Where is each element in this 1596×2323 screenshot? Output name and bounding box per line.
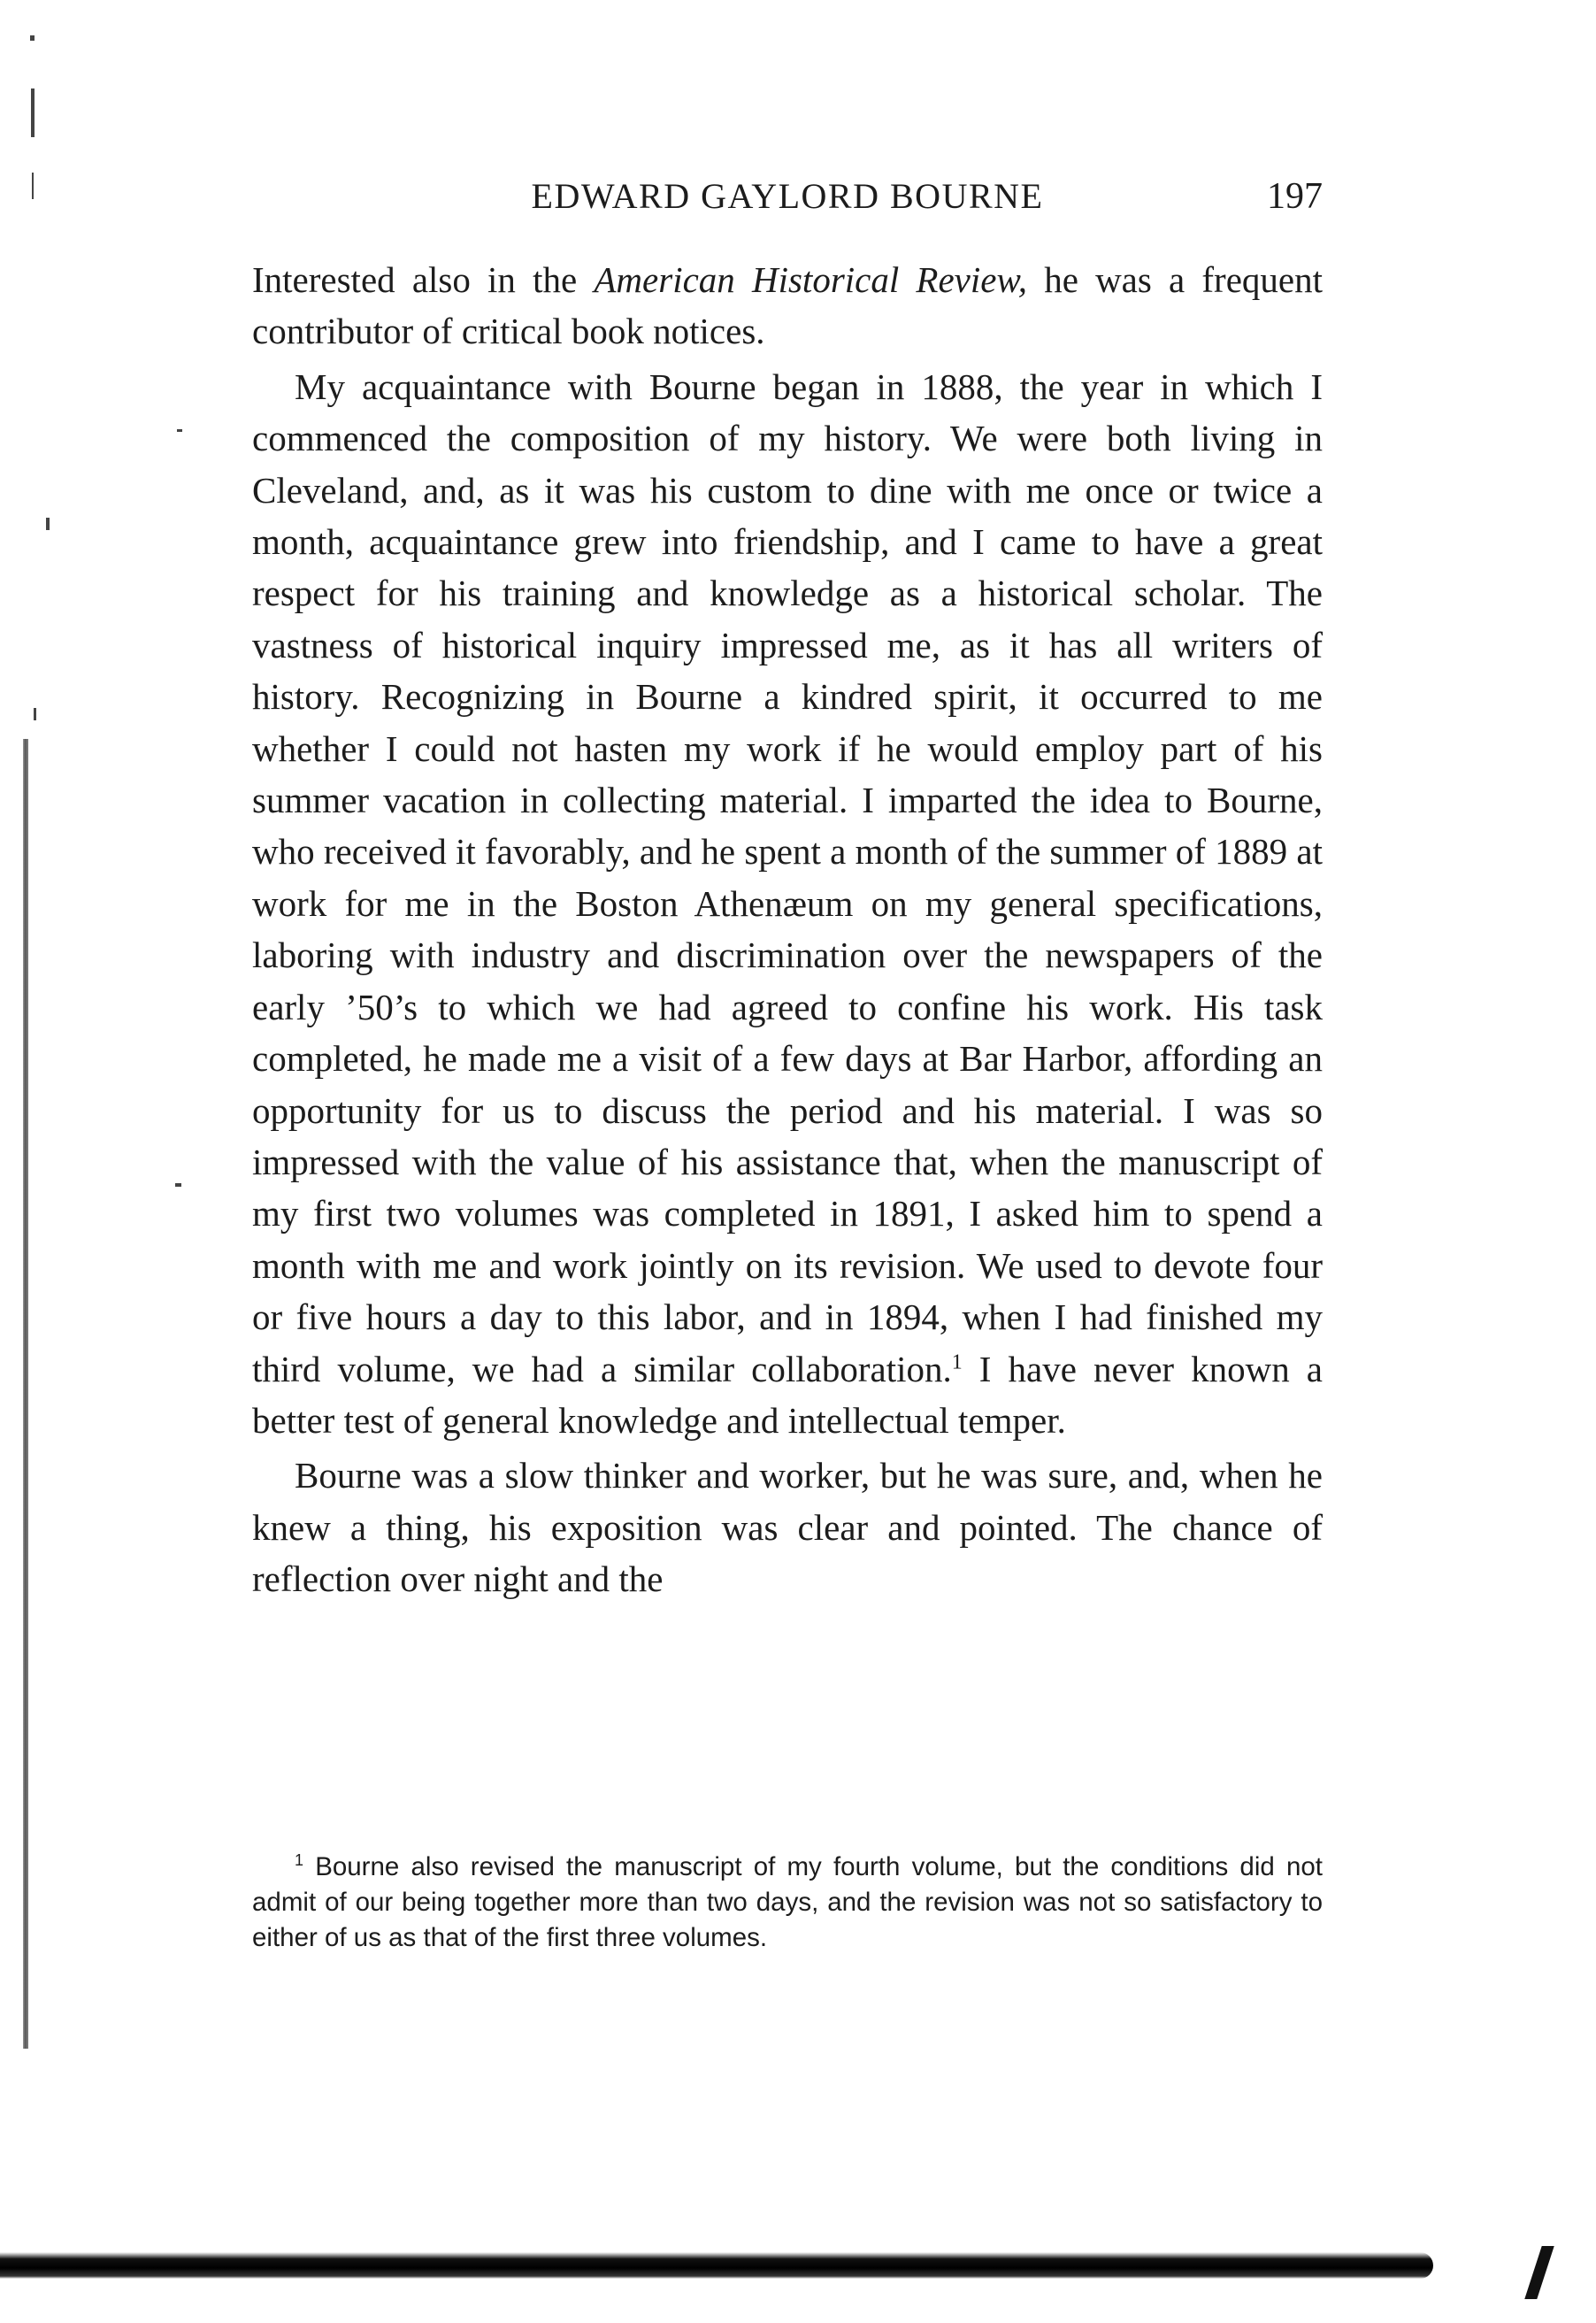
corner-mark — [1524, 2246, 1554, 2299]
running-head: EDWARD GAYLORD BOURNE — [531, 176, 1044, 216]
binding-mark — [31, 88, 35, 137]
footnote-reference: 1 — [951, 1350, 963, 1373]
paragraph-3 — [252, 1450, 1323, 1604]
body-text — [252, 254, 1323, 1605]
page-header — [252, 175, 1323, 228]
binding-mark — [30, 35, 35, 41]
paragraph-3-text: Bourne was a slow thinker and worker, but he was sure, and, when he knew a thing, his exposition was clear and pointed. The chance of reflection over night and the — [252, 1455, 1323, 1600]
paragraph-2-end: I have never known a better test of general knowledge and intellectual temper. — [252, 1348, 1323, 1441]
footnote-marker: 1 — [295, 1851, 304, 1870]
footnote — [252, 1850, 1323, 1956]
page-number: 197 — [1267, 176, 1323, 217]
binding-mark — [32, 173, 34, 199]
footnote-text: Bourne also revised the manuscript of my fourth volume, but the conditions did not admit of our being together more than two days, and the revision was not so satisfactory to either of us as that of the first three volumes. — [252, 1852, 1323, 1952]
paragraph-1-start: Interested also in the — [252, 259, 595, 300]
binding-mark — [34, 708, 36, 720]
binding-mark — [177, 429, 182, 432]
binding-mark — [175, 1183, 181, 1187]
paragraph-2 — [252, 361, 1323, 1447]
binding-mark — [46, 518, 50, 530]
journal-title: American Historical Review, — [594, 259, 1028, 300]
paragraph-1-end: he was a frequent contributor of critical book notices. — [252, 259, 1323, 352]
paragraph-2-main: My acquaintance with Bourne began in 1888, the year in which I commenced the composition of my history. We were both living in Cleveland, and, as it was his custom to dine with me once or twice a month, acquaintance grew into friendship, and I came to have a great respect for his training and knowledge as a historical scholar. The vastness of historical inquiry impressed me, as it has all writers of history. Recognizing in Bourne a kindred spirit, it occurred to me whether I could not hasten my work if he would employ part of his summer vacation in collecting material. I imparted the idea to Bourne, who received it favorably, and he spent a month of the summer of 1889 at work for me in the Boston Athenæum on my general specifications, laboring with industry and discrimination over the newspapers of the early ’50’s to which we had agreed to confine his work. His task completed, he made me a visit of a few days at Bar Harbor, affording an opportunity for us to discuss the period and his material. I was so impressed with the value of his assistance that, when the manuscript of my first two volumes was completed in 1891, I asked him to spend a month with me and work jointly on its revision. We used to devote four or five hours a day to this labor, and in 1894, when I had finished my third volume, we had a similar collaboration. — [252, 365, 1323, 1389]
binding-shadow — [23, 739, 28, 2049]
page-bottom-edge-shadow — [0, 2252, 1433, 2279]
paragraph-1 — [252, 254, 1323, 358]
